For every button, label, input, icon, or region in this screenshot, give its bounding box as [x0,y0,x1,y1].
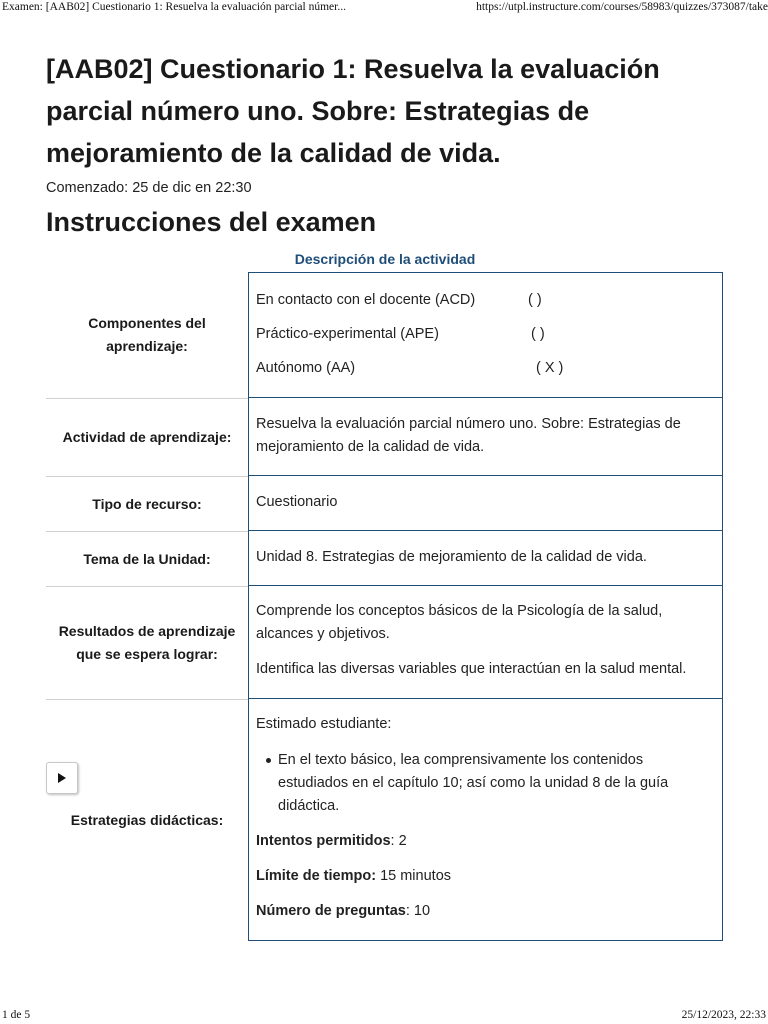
outcomes-label [46,586,248,699]
component-item [256,323,715,346]
unit-theme-text: Unidad 8. Estrategias de mejoramiento de la calidad de vida. [256,549,647,565]
bullet-text: En el texto básico, lea comprensivamente los contenidos estudiados en el capítulo 10; así como la unidad 8 de la guía didáctica. [278,752,669,814]
resource-label [46,476,248,531]
outcomes-label-text: Resultados de aprendizaje que se espera lograr: [58,623,236,662]
activity-label [46,398,248,476]
print-header [0,0,768,18]
outcomes-value [248,586,723,699]
strategies-value [248,699,723,941]
activity-value [248,398,723,476]
play-icon [57,773,67,783]
attempts-value: : 2 [390,833,407,849]
list-item [256,749,715,818]
component-mark: ( ) [528,292,542,308]
unit-theme-label [46,531,248,586]
questions-value: : 10 [405,903,431,919]
print-footer [0,1008,768,1024]
instructions-heading: Instrucciones del examen [46,207,377,237]
activity-text: Resuelva la evaluación parcial número uno. Sobre: Estrategias de mejoramiento de la calidad de vida. [256,416,681,455]
components-label-text: Componentes del aprendizaje: [88,315,206,354]
play-button[interactable] [46,762,78,794]
time-limit-label: Límite de tiempo: [256,868,377,884]
strategies-list [256,749,715,818]
components-value [248,272,723,398]
questions-line [256,900,715,923]
component-name: En contacto con el docente (ACD) [256,292,476,308]
component-item [256,357,715,380]
questions-label: Número de preguntas [256,903,406,919]
strategies-label-text: Estrategias didácticas: [70,812,224,828]
component-item [256,289,715,312]
resource-label-text: Tipo de recurso: [92,495,202,512]
page-url: https://utpl.instructure.com/courses/58983/quizzes/373087/take [476,1,768,13]
component-mark: ( X ) [536,360,564,376]
resource-value [248,476,723,531]
bullet-icon [266,758,271,763]
page-title: Examen: [AAB02] Cuestionario 1: Resuelva la evaluación parcial númer... [2,1,346,13]
attempts-label: Intentos permitidos [256,833,391,849]
outcome-item: Comprende los conceptos básicos de la Psicología de la salud, alcances y objetivos. [256,603,663,642]
outcome-item: Identifica las diversas variables que interactúan en la salud mental. [256,661,687,677]
time-limit-line [256,865,715,888]
quiz-title: [AAB02] Cuestionario 1: Resuelva la evaluación parcial número uno. Sobre: Estrategias de mejoramiento de la calidad de vida. [46,54,660,168]
started-timestamp: Comenzado: 25 de dic en 22:30 [46,180,252,196]
strategies-label [46,699,248,941]
time-limit-value: 15 minutos [376,868,452,884]
table-caption: Descripción de la actividad [294,251,476,267]
page-indicator: 1 de 5 [2,1009,31,1021]
attempts-line [256,830,715,853]
activity-label-text: Actividad de aprendizaje: [62,429,232,445]
print-datetime: 25/12/2023, 22:33 [681,1009,766,1021]
component-name: Práctico-experimental (APE) [256,326,439,342]
unit-theme-value [248,531,723,586]
greeting-text: Estimado estudiante: [256,716,392,732]
unit-theme-label-text: Tema de la Unidad: [83,550,211,567]
resource-text: Cuestionario [256,494,338,510]
components-label [46,272,248,398]
component-mark: ( ) [531,326,545,342]
component-name: Autónomo (AA) [256,360,356,376]
